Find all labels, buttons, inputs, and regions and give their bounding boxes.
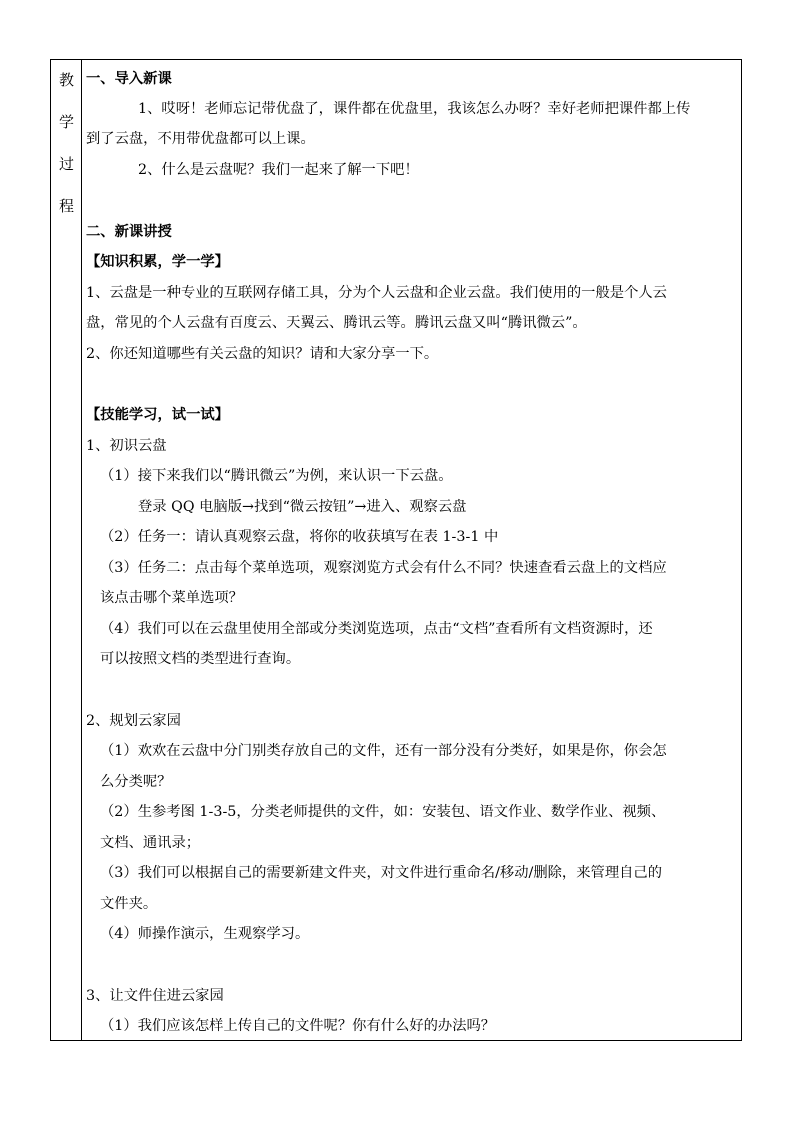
subheading-skills: 【技能学习，试一试】 — [86, 407, 229, 423]
paragraph-line: （2）生参考图 1-3-5，分类老师提供的文件，如：安装包、语文作业、数学作业、视频、 — [100, 804, 666, 820]
paragraph-line: 1、哎呀！老师忘记带优盘了，课件都在优盘里，我该怎么办呀？幸好老师把课件都上传 — [138, 101, 691, 117]
heading-new-lesson: 二、新课讲授 — [86, 224, 172, 240]
paragraph-line: （2）任务一：请认真观察云盘，将你的收获填写在表 1-3-1 中 — [100, 529, 499, 545]
section-label-char: 学 — [58, 113, 74, 131]
paragraph-line: 文件夹。 — [100, 896, 158, 912]
heading-intro: 一、导入新课 — [86, 71, 172, 87]
paragraph-line: （1）欢欢在云盘中分门别类存放自己的文件，还有一部分没有分类好，如果是你，你会怎 — [100, 743, 667, 759]
item-heading: 3、让文件住进云家园 — [86, 988, 224, 1004]
section-label-char: 过 — [58, 155, 74, 173]
paragraph-line: 盘，常见的个人云盘有百度云、天翼云、腾讯云等。腾讯云盘又叫“腾讯微云”。 — [86, 315, 587, 331]
lesson-table — [50, 59, 742, 1041]
paragraph-line: （1）我们应该怎样上传自己的文件呢？你有什么好的办法吗？ — [100, 1018, 496, 1034]
section-label-char: 程 — [58, 197, 74, 215]
item-heading: 1、初识云盘 — [86, 438, 167, 454]
paragraph-line: （3）任务二：点击每个菜单选项，观察浏览方式会有什么不同？快速查看云盘上的文档应 — [100, 560, 667, 576]
lesson-content-cell — [82, 60, 741, 1040]
paragraph-line: 2、什么是云盘呢？我们一起来了解一下吧！ — [138, 162, 419, 178]
paragraph-line: （4）我们可以在云盘里使用全部或分类浏览选项，点击“文档”查看所有文档资源时，还 — [100, 621, 653, 637]
paragraph-line: （3）我们可以根据自己的需要新建文件夹，对文件进行重命名/移动/删除，来管理自己的 — [100, 865, 663, 881]
paragraph-line: 么分类呢？ — [100, 774, 172, 790]
paragraph-line: （4）师操作演示，生观察学习。 — [100, 926, 310, 942]
paragraph-line: 登录 QQ 电脑版→找到“微云按钮”→进入、观察云盘 — [138, 499, 467, 515]
section-label-char: 教 — [58, 71, 74, 89]
paragraph-line: 可以按照文档的类型进行查询。 — [100, 651, 301, 667]
paragraph-line: （1）接下来我们以“腾讯微云”为例，来认识一下云盘。 — [100, 468, 453, 484]
subheading-knowledge: 【知识积累，学一学】 — [86, 254, 229, 270]
item-heading: 2、规划云家园 — [86, 713, 181, 729]
paragraph-line: 1、云盘是一种专业的互联网存储工具，分为个人云盘和企业云盘。我们使用的一般是个人云 — [86, 285, 667, 301]
section-label-cell — [51, 60, 82, 1040]
paragraph-line: 到了云盘，不用带优盘都可以上课。 — [86, 131, 315, 147]
paragraph-line: 2、你还知道哪些有关云盘的知识？请和大家分享一下。 — [86, 346, 439, 362]
paragraph-line: 该点击哪个菜单选项？ — [100, 590, 243, 606]
paragraph-line: 文档、通讯录； — [100, 835, 201, 851]
